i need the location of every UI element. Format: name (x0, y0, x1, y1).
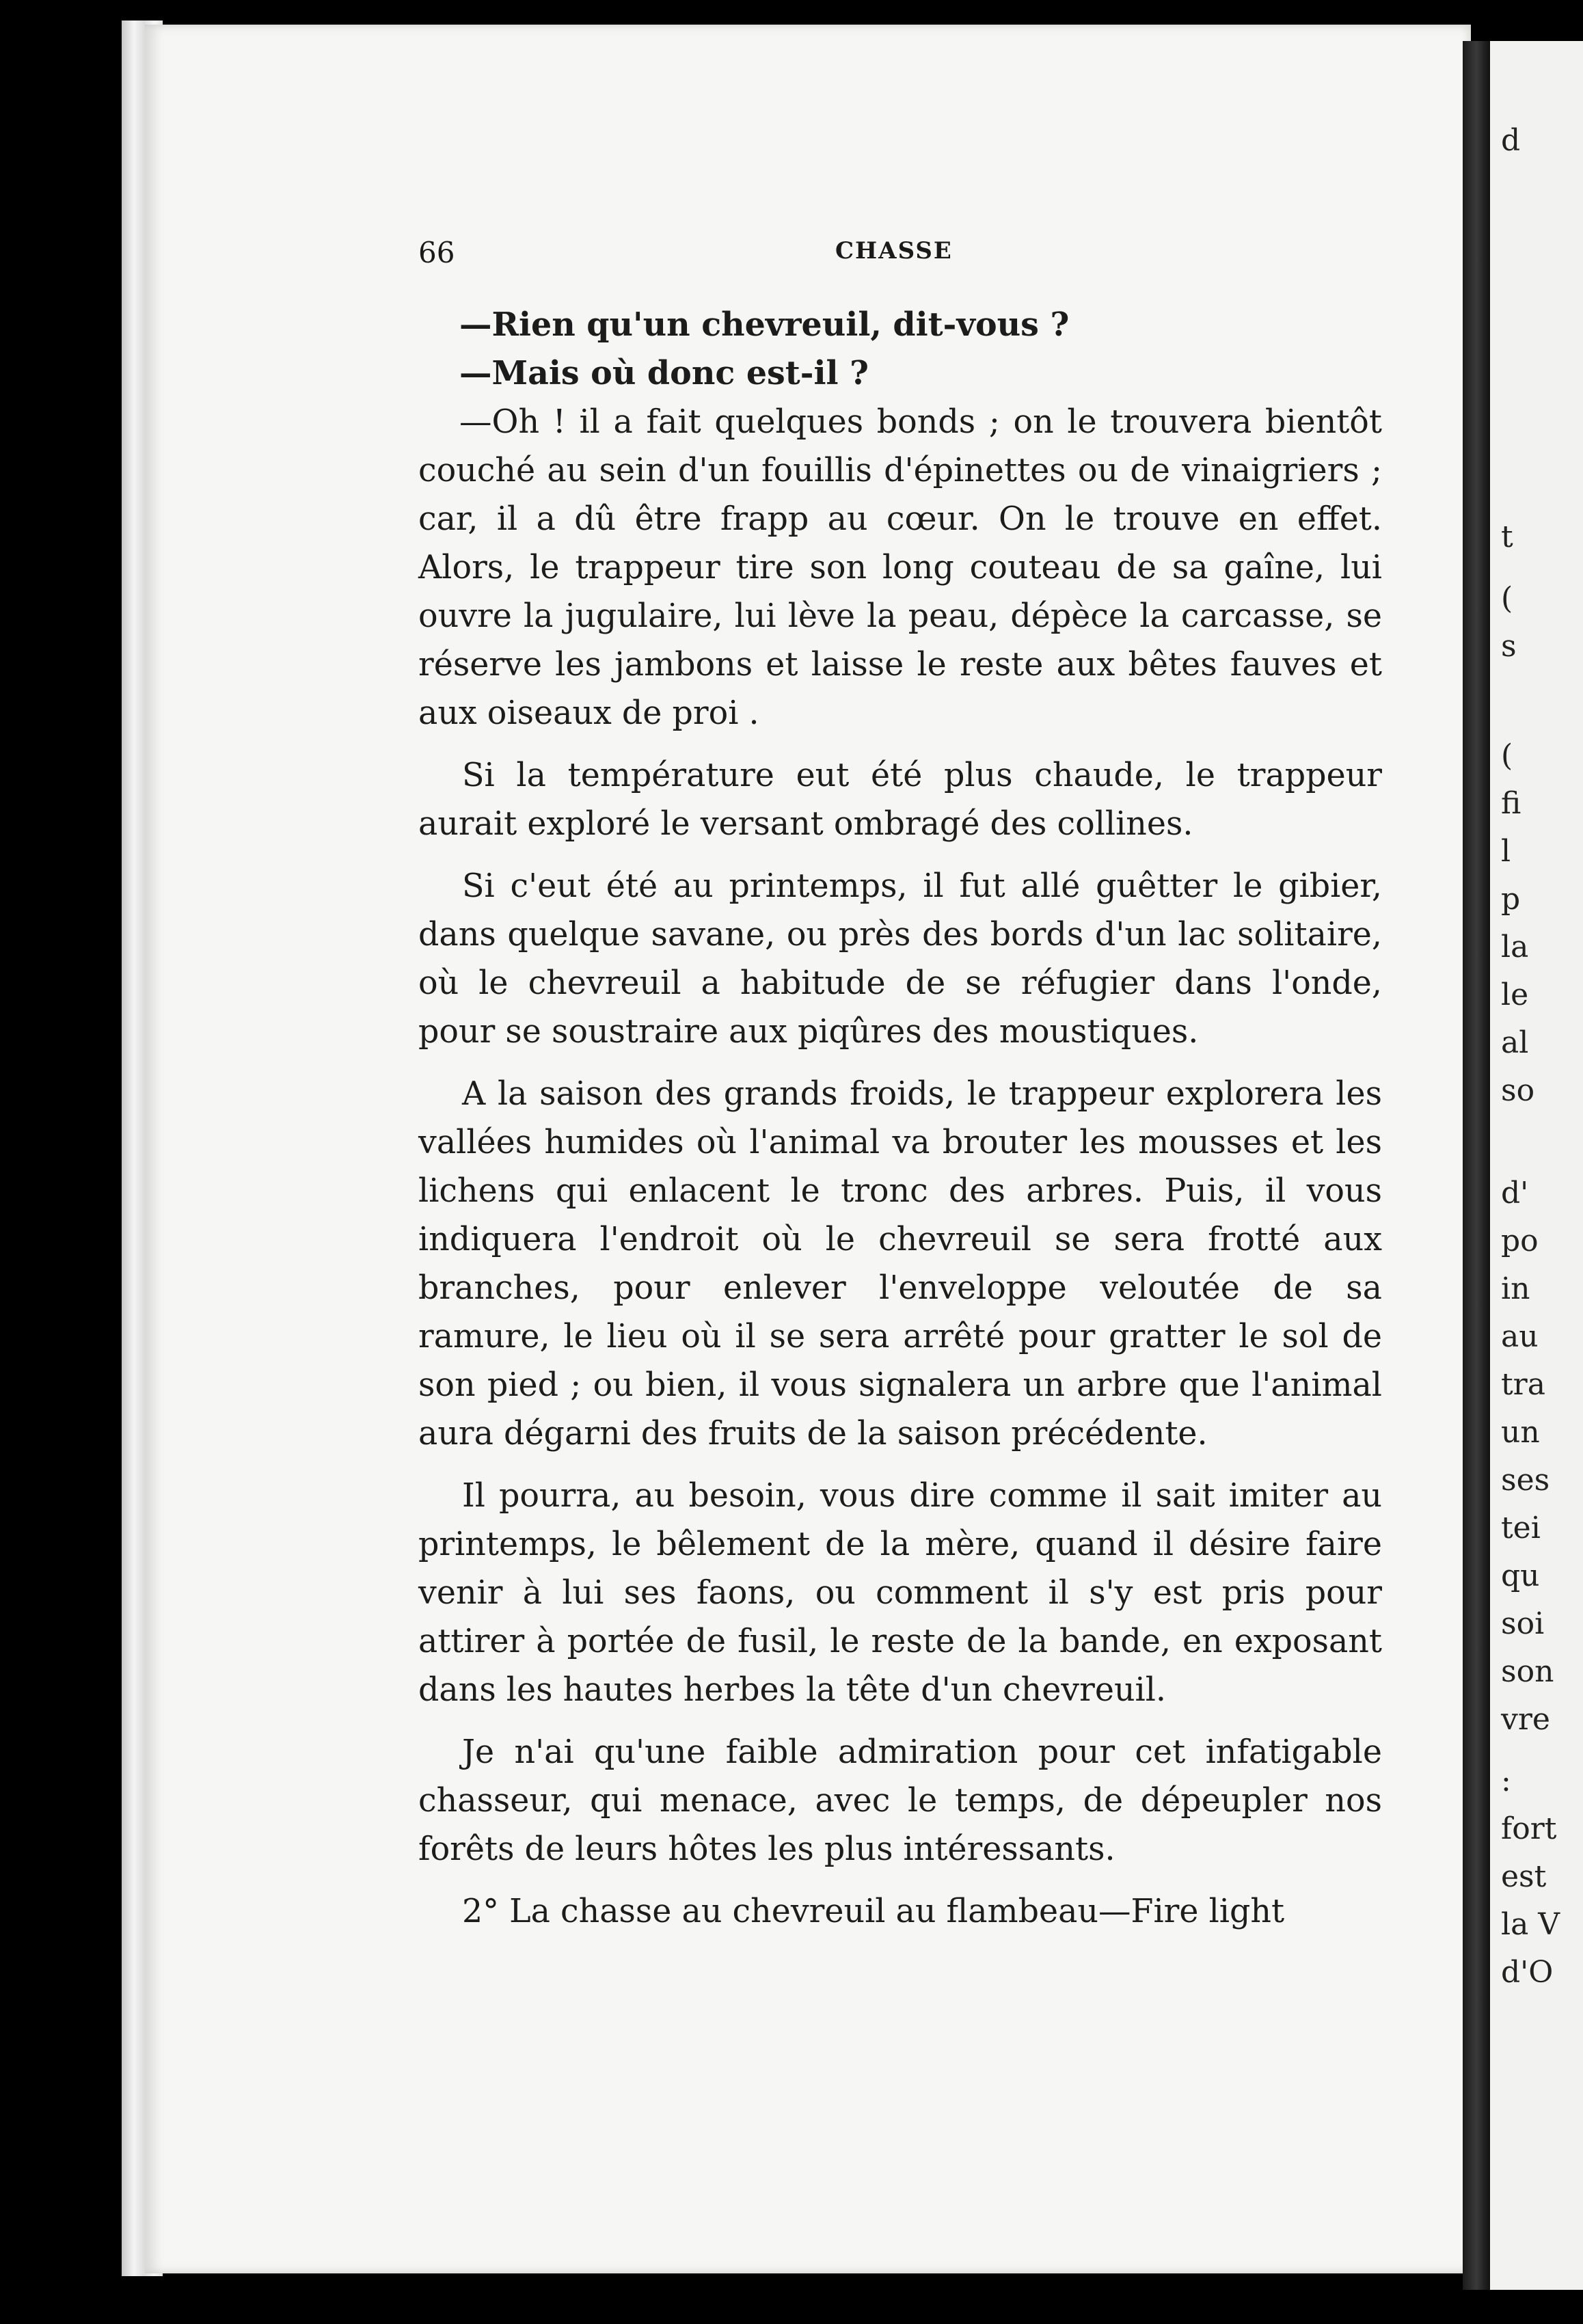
facing-text: d' (1501, 1176, 1529, 1211)
page-body (418, 301, 1382, 1936)
facing-text: vre (1501, 1702, 1550, 1737)
facing-text: t (1501, 519, 1513, 554)
facing-text: ( (1501, 581, 1513, 616)
facing-text: so (1501, 1073, 1535, 1108)
paragraph: Je n'ai qu'une faible admiration pour cet infatigable chasseur, qui menace, avec le temps, de dépeupler nos forêts de leurs hôtes les plus intéressants. (418, 1733, 1382, 1868)
facing-text: ses (1501, 1463, 1550, 1498)
book-gutter (1463, 41, 1490, 2290)
facing-text: d'O (1501, 1955, 1554, 1990)
facing-text: au (1501, 1319, 1539, 1354)
facing-text: fi (1501, 786, 1521, 821)
facing-text: tra (1501, 1367, 1545, 1402)
paragraph: Si c'eut été au printemps, il fut allé guêtter le gibier, dans quelque savane, ou près des bords d'un lac solitaire, où le chevreuil a habitude de se réfugier dans l'onde, pour se soustraire aux piqûres des moustiques. (418, 867, 1382, 1051)
facing-text: la (1501, 930, 1529, 964)
paragraph: 2° La chasse au chevreuil au flambeau—Fire light (462, 1893, 1285, 1930)
facing-text: le (1501, 977, 1529, 1012)
paragraph: Il pourra, au besoin, vous dire comme il sait imiter au printemps, le bêlement de la mère, quand il désire faire venir à lui ses faons, ou comment il s'y est pris pour attirer à portée de fusil, le reste de la bande, en exposant dans les hautes herbes la tête d'un chevreuil. (418, 1477, 1382, 1709)
page-header (418, 236, 1382, 277)
facing-text: ( (1501, 738, 1513, 773)
paragraph: —Mais où donc est-il ? (459, 354, 869, 392)
facing-text: p (1501, 882, 1521, 917)
facing-text: s (1501, 629, 1517, 664)
facing-text: l (1501, 834, 1511, 869)
paragraph: Si la température eut été plus chaude, le trappeur aurait exploré le versant ombragé des collines. (418, 757, 1382, 843)
facing-text: son (1501, 1654, 1554, 1689)
running-head: CHASSE (835, 237, 953, 265)
page-number: 66 (418, 236, 455, 269)
paragraph: —Oh ! il a fait quelques bonds ; on le trouvera bientôt couché au sein d'un fouillis d'épinettes ou de vinaigriers ; car, il a dû être frapp au cœur. On le trouve en effet. Alors, le trappeur tire son long couteau de sa gaîne, lui ouvre la jugulaire, lui lève la peau, dépèce la carcasse, se réserve les jambons et laisse le reste aux bêtes fauves et aux oiseaux de proi . (418, 403, 1382, 732)
facing-text: d (1501, 123, 1521, 158)
facing-text: est (1501, 1859, 1547, 1894)
facing-text: : (1501, 1764, 1511, 1798)
facing-text: qu (1501, 1558, 1540, 1593)
facing-text: po (1501, 1224, 1539, 1258)
facing-text: in (1501, 1271, 1530, 1306)
facing-text: fort (1501, 1811, 1557, 1846)
facing-page-fragment (1490, 41, 1583, 2290)
facing-text: un (1501, 1415, 1540, 1450)
paragraph: A la saison des grands froids, le trappeur explorera les vallées humides où l'animal va brouter les mousses et les lichens qui enlacent le tronc des arbres. Puis, il vous indiquera l'endroit où le chevreuil se sera frotté aux branches, pour enlever l'enveloppe veloutée de sa ramure, le lieu où il se sera arrêté pour gratter le sol de son pied ; ou bien, il vous signalera un arbre que l'animal aura dégarni des fruits de la saison précédente. (418, 1075, 1382, 1452)
facing-text: tei (1501, 1511, 1541, 1545)
facing-text: la V (1501, 1907, 1560, 1942)
facing-text: al (1501, 1025, 1529, 1060)
paragraph: —Rien qu'un chevreuil, dit-vous ? (459, 306, 1070, 344)
facing-text: soi (1501, 1606, 1545, 1641)
